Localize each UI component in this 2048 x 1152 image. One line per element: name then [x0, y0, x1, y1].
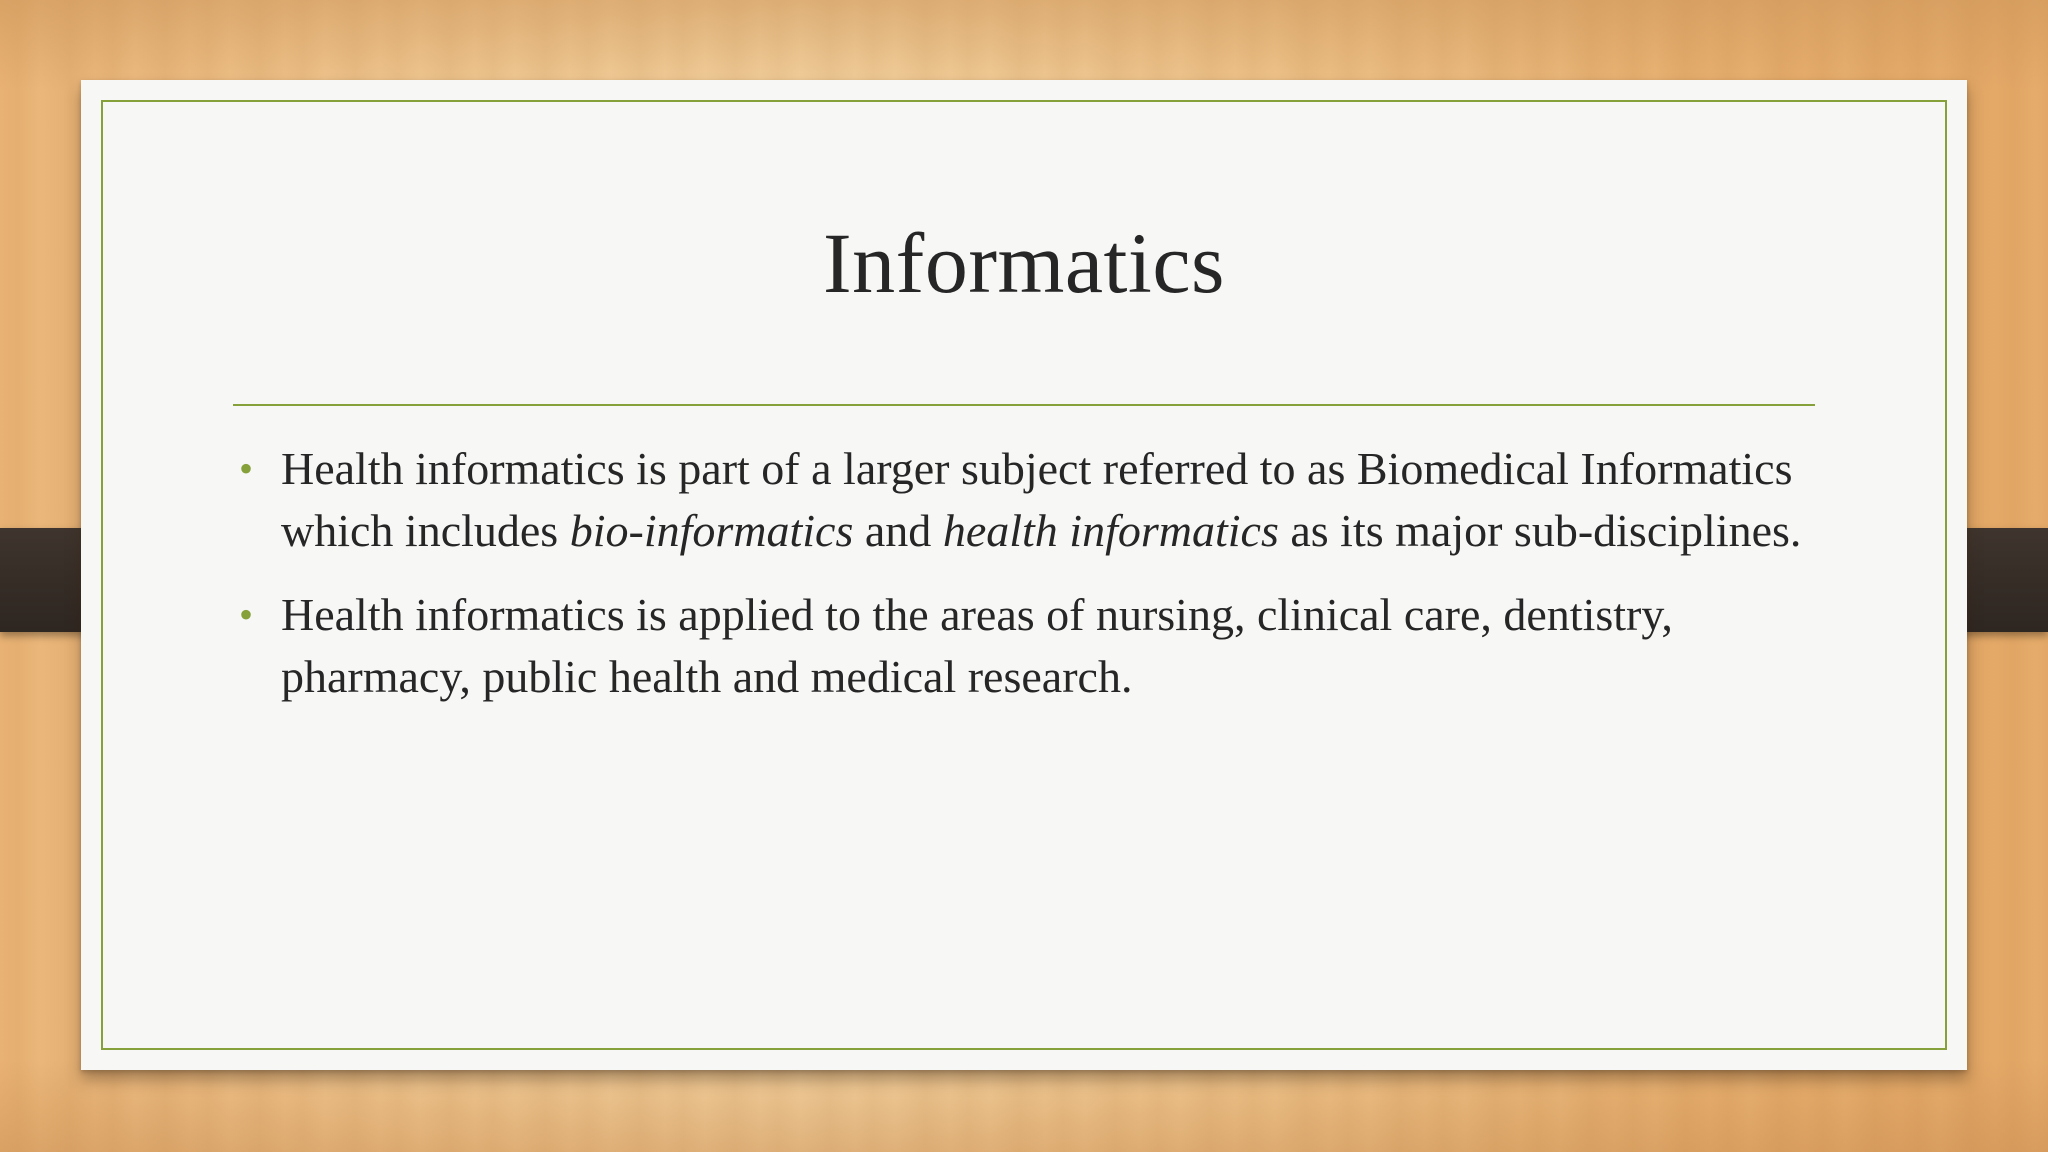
bullet-item: [233, 438, 1833, 562]
wood-background-bottom: [0, 1060, 2048, 1152]
bullet-text-segment: Health informatics is part of a larger subject referred to as Biomedical Informatics which includes: [281, 443, 1793, 556]
slide-title: Informatics: [823, 215, 1225, 311]
slide: [81, 80, 1967, 1070]
bullet-list: [233, 438, 1833, 730]
bullet-text-segment: Health informatics is applied to the areas of nursing, clinical care, dentistry, pharmacy, public health and medical research.: [281, 589, 1673, 702]
title-divider: [233, 404, 1815, 406]
bullet-text-italic: bio-informatics: [569, 505, 854, 556]
bullet-item: [233, 584, 1833, 708]
bullet-icon: •: [239, 592, 254, 637]
bullet-text-italic: health informatics: [942, 505, 1279, 556]
bullet-text-segment: and: [853, 505, 943, 556]
bullet-text: [281, 443, 1801, 556]
bullet-icon: •: [239, 446, 254, 491]
bullet-text-segment: as its major sub-disciplines.: [1278, 505, 1802, 556]
wood-background-top: [0, 0, 2048, 90]
bullet-text: [281, 589, 1673, 702]
